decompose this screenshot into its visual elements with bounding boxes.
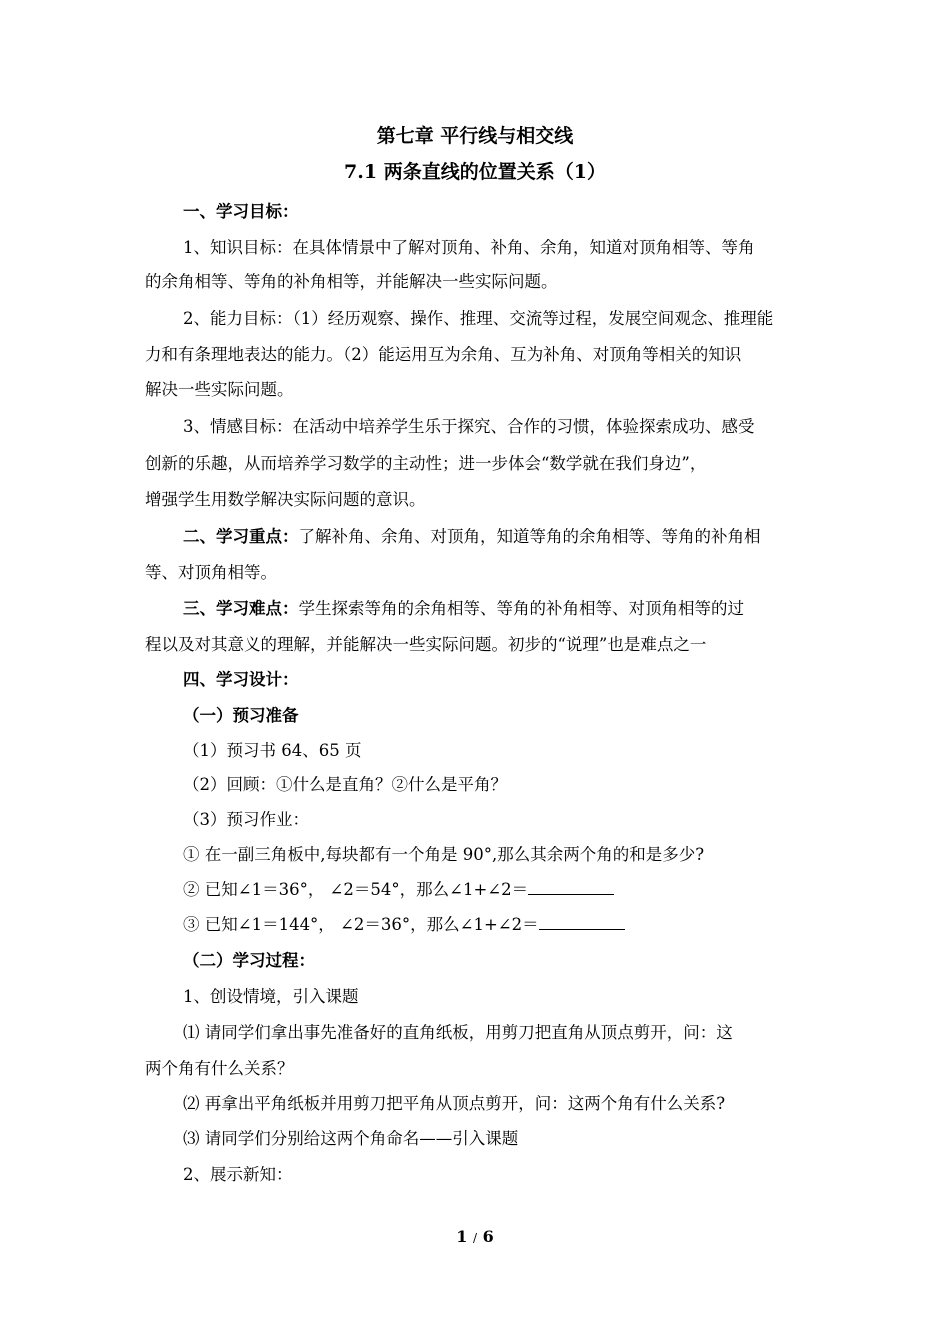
list-item: （2）回顾：①什么是直角？②什么是平角？ xyxy=(183,775,507,794)
exercise-text: ③ 已知∠1＝144°， ∠2＝36°，那么∠1+∠2＝ xyxy=(183,915,539,934)
paragraph-line: 1、知识目标：在具体情景中了解对顶角、补角、余角，知道对顶角相等、等角 xyxy=(183,238,755,257)
list-item: 1、创设情境，引入课题 xyxy=(183,987,359,1006)
paragraph-line: 等、对顶角相等。 xyxy=(145,563,277,582)
heading-preview: （一）预习准备 xyxy=(183,706,299,725)
list-item: （3）预习作业： xyxy=(183,810,309,829)
paragraph-line: ⑴ 请同学们拿出事先准备好的直角纸板，用剪刀把直角从顶点剪开，问：这 xyxy=(183,1023,733,1042)
paragraph-line: 力和有条理地表达的能力。（2）能运用互为余角、互为补角、对顶角等相关的知识 xyxy=(145,345,742,364)
difficulties-text: 学生探索等角的余角相等、等角的补角相等、对顶角相等的过 xyxy=(298,599,744,618)
exercise-item: ① 在一副三角板中,每块都有一个角是 90°,那么其余两个角的和是多少? xyxy=(183,845,705,864)
paragraph-line: ⑶ 请同学们分别给这两个角命名——引入课题 xyxy=(183,1129,519,1148)
heading-process: （二）学习过程： xyxy=(183,951,315,970)
paragraph-line: 3、情感目标：在活动中培养学生乐于探究、合作的习惯，体验探索成功、感受 xyxy=(183,417,755,436)
answer-blank xyxy=(528,878,614,895)
section-title: 7.1 两条直线的位置关系（1） xyxy=(344,161,606,183)
chapter-title: 第七章 平行线与相交线 xyxy=(376,125,574,147)
total-pages: 6 xyxy=(482,1227,494,1246)
exercise-text: ② 已知∠1＝36°， ∠2＝54°，那么∠1+∠2＝ xyxy=(183,880,529,899)
exercise-item xyxy=(183,913,810,937)
paragraph-line: 2、能力目标：（1）经历观察、操作、推理、交流等过程，发展空间观念、推理能 xyxy=(183,309,774,328)
paragraph-difficulties xyxy=(183,597,810,621)
paragraph-line: ⑵ 再拿出平角纸板并用剪刀把平角从顶点剪开，问：这两个角有什么关系? xyxy=(183,1094,726,1113)
heading-objectives: 一、学习目标： xyxy=(183,202,299,221)
heading-key-points: 二、学习重点： xyxy=(183,527,299,546)
current-page: 1 xyxy=(456,1227,468,1246)
paragraph-line: 增强学生用数学解决实际问题的意识。 xyxy=(145,490,426,509)
page-separator: / xyxy=(472,1231,478,1245)
heading-design: 四、学习设计： xyxy=(183,670,299,689)
page-number xyxy=(0,1227,950,1246)
key-points-text: 了解补角、余角、对顶角，知道等角的余角相等、等角的补角相 xyxy=(298,527,761,546)
list-item: 2、展示新知： xyxy=(183,1165,293,1184)
heading-difficulties: 三、学习难点： xyxy=(183,599,299,618)
paragraph-line: 两个角有什么关系？ xyxy=(145,1059,294,1078)
paragraph-line: 创新的乐趣，从而培养学习数学的主动性；进一步体会“数学就在我们身边”， xyxy=(145,454,707,473)
paragraph-key-points xyxy=(183,525,810,549)
paragraph-line: 的余角相等、等角的补角相等，并能解决一些实际问题。 xyxy=(145,272,558,291)
paragraph-line: 解决一些实际问题。 xyxy=(145,380,294,399)
paragraph-line: 程以及对其意义的理解，并能解决一些实际问题。初步的“说理”也是难点之一 xyxy=(145,635,707,654)
answer-blank xyxy=(539,913,625,930)
list-item: （1）预习书 64、65 页 xyxy=(183,741,362,760)
exercise-item xyxy=(183,878,810,902)
